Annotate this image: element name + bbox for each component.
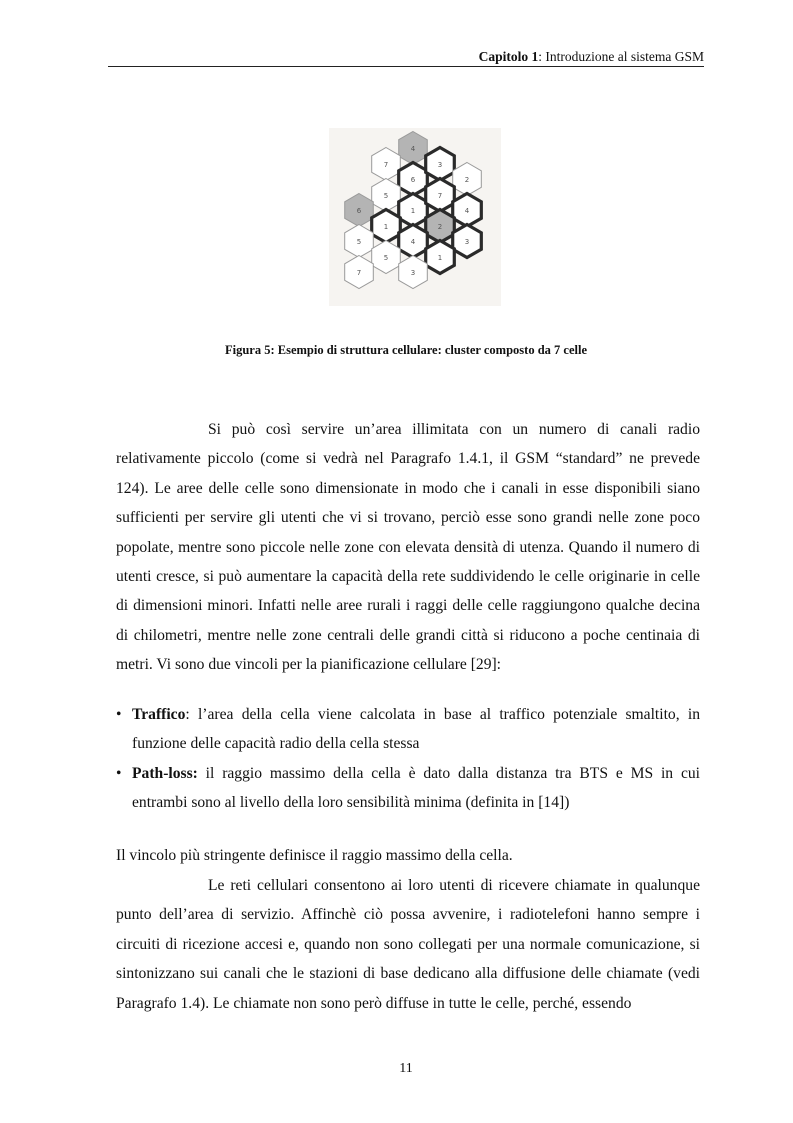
figure-hex-cluster [329,128,501,306]
hex-cell-label: 2 [464,176,470,184]
hex-cell-label: 1 [383,223,389,231]
chapter-title: : Introduzione al sistema GSM [538,49,704,64]
bullet-text: : l’area della cella viene calcolata in base al traffico potenziale smaltito, in funzione delle capacità radio della cella stessa [132,706,700,753]
paragraph-3: Le reti cellulari consentono ai loro utenti di ricevere chiamate in qualunque punto dell’area di servizio. Affinchè ciò possa avvenire, i radiotelefoni hanno sempre i circuiti di ricezione accesi e, quando non sono collegati per una normale comunicazione, si sintonizzano sui canali che le stazioni di base dedicano alla diffusione delle chiamate (vedi Paragrafo 1.4). Le chiamate non sono però diffuse in tutte le celle, perché, essendo [116,877,700,1012]
paragraph-1: Si può così servire un’area illimitata con un numero di canali radio relativamente piccolo (come si vedrà nel Paragrafo 1.4.1, il GSM “standard” ne prevede 124). Le aree delle celle sono dimensionate in modo che i canali in esse disponibili siano sufficienti per servire gli utenti che vi si trovano, perciò esse sono grandi nelle zone poco popolate, mentre sono piccole nelle zone con elevata densità di utenza. Quando il numero di utenti cresce, si può aumentare la capacità della rete suddividendo le celle originarie in celle di dimensioni minori. Infatti nelle aree rurali i raggi delle celle raggiungono qualche decina di chilometri, mentre nelle zone centrali delle grandi città si riducono a poche centinaia di metri. Vi sono due vincoli per la pianificazione cellulare [29]: [116,421,700,674]
bullet-text: il raggio massimo della cella è dato dalla distanza tra BTS e MS in cui entrambi sono al livello della loro sensibilità minima (definita in [14]) [132,764,700,812]
page-number: 11 [399,1061,413,1076]
bullet-dot: • [116,764,122,782]
hex-cell-label: 3 [437,161,443,169]
paragraph-2: Il vincolo più stringente definisce il raggio massimo della cella. [116,847,513,864]
hex-cell-label: 6 [356,207,362,215]
bullet-dot: • [116,706,122,723]
hex-grid-diagram [329,128,501,306]
running-header [108,49,704,65]
chapter-label: Capitolo 1 [478,49,539,64]
hex-cell-label: 4 [410,238,416,246]
hex-cell-label: 5 [383,192,389,200]
bullet-term: Path-loss: [132,764,198,782]
hex-cell-label: 5 [356,238,362,246]
hex-cell-label: 1 [410,207,416,215]
hex-cell-label: 4 [410,145,416,153]
hex-cell-label: 4 [464,207,470,215]
hex-cell-label: 2 [437,223,443,231]
bullet-item-path-loss [116,759,700,818]
hex-cell-label: 7 [437,192,443,200]
figure-caption: Figura 5: Esempio di struttura cellulare: cluster composto da 7 celle [225,343,587,357]
header-rule [108,66,704,67]
bullet-list [116,700,700,818]
bullet-term: Traffico [132,706,186,723]
hex-cell-label: 5 [383,254,389,262]
hex-cell-label: 3 [410,269,416,277]
hex-cell-label: 1 [437,254,443,262]
hex-cell-label: 7 [356,269,362,277]
hex-cell-label: 6 [410,176,416,184]
hex-cell-label: 7 [383,161,389,169]
bullet-item-traffico [116,700,700,759]
hex-cell-label: 3 [464,238,470,246]
